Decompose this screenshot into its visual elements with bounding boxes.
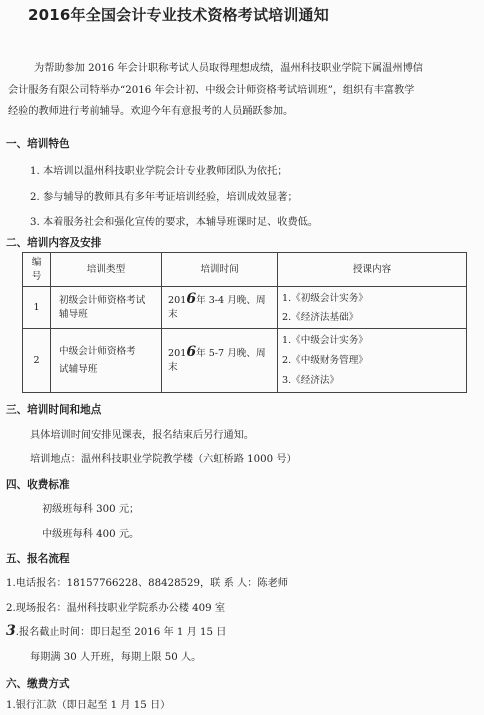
section-5-heading: 五、报名流程 (6, 553, 70, 565)
training-location: 培训地点：温州科技职业学院教学楼（六虹桥路 1000 号） (30, 454, 297, 465)
intro-line-3: 经验的教师进行考前辅导。欢迎今年有意报考的人员踊跃参加。 (8, 106, 294, 117)
section-2-heading: 二、培训内容及安排 (6, 237, 102, 249)
handwritten-correction: 3 (6, 623, 16, 639)
row-time: 2016年 5-7 月晚、周 末 (162, 329, 278, 393)
section-3-heading: 三、培训时间和地点 (6, 404, 102, 416)
table-row (23, 287, 467, 329)
row-time: 2016年 3-4 月晚、周 末 (162, 287, 278, 329)
row-number: 1 (23, 287, 51, 329)
feature-item-3: 3. 本着服务社会和强化宣传的要求，本辅导班课时足、收费低。 (30, 217, 319, 228)
feature-item-2: 2. 参与辅导的教师具有多年考证培训经验，培训成效显著； (30, 192, 298, 203)
handwritten-correction: 6 (186, 343, 197, 360)
row-type: 初级会计师资格考试 辅导班 (51, 287, 162, 329)
header-type: 培训类型 (51, 253, 162, 287)
row-content: 1.《中级会计实务》 2.《中级财务管理》 3.《经济法》 (278, 329, 467, 393)
onsite-registration: 2.现场报名：温州科技职业学院系办公楼 409 室 (6, 603, 226, 614)
class-size-note: 每期满 30 人开班，每期上限 50 人。 (30, 652, 202, 663)
training-schedule-table (22, 252, 467, 393)
header-number: 编 号 (23, 253, 51, 287)
feature-item-1: 1. 本培训以温州科技职业学院会计专业教师团队为依托； (30, 166, 288, 177)
registration-deadline: 3.报名截止时间：即日起至 2016 年 1 月 15 日 (6, 623, 227, 639)
row-number: 2 (23, 329, 51, 393)
section-4-heading: 四、收费标准 (6, 479, 70, 491)
table-row (23, 329, 467, 393)
section-6-heading: 六、缴费方式 (6, 678, 70, 690)
row-type: 中级会计师资格考 试辅导班 (51, 329, 162, 393)
page-title: 2016年全国会计专业技术资格考试培训通知 (28, 6, 329, 24)
header-content: 授课内容 (278, 253, 467, 287)
schedule-note: 具体培训时间安排见课表，报名结束后另行通知。 (30, 430, 255, 441)
row-content: 1.《初级会计实务》 2.《经济法基础》 (278, 287, 467, 329)
intro-line-2: 会计服务有限公司特举办“2016 年会计初、中级会计师资格考试培训班”，组织有丰富教学 (8, 85, 415, 96)
section-1-heading: 一、培训特色 (6, 138, 70, 150)
phone-registration: 1.电话报名：18157766228、88428529，联 系 人：陈老师 (6, 578, 288, 589)
handwritten-correction: 6 (186, 290, 197, 307)
fee-intermediate: 中级班每科 400 元。 (42, 529, 140, 540)
intro-line-1: 为帮助参加 2016 年会计职称考试人员取得理想成绩，温州科技职业学院下属温州博信 (34, 63, 423, 74)
payment-bank-transfer: 1.银行汇款（即日起至 1 月 15 日） (6, 700, 171, 711)
fee-junior: 初级班每科 300 元； (42, 504, 140, 515)
header-time: 培训时间 (162, 253, 278, 287)
table-header-row (23, 253, 467, 287)
